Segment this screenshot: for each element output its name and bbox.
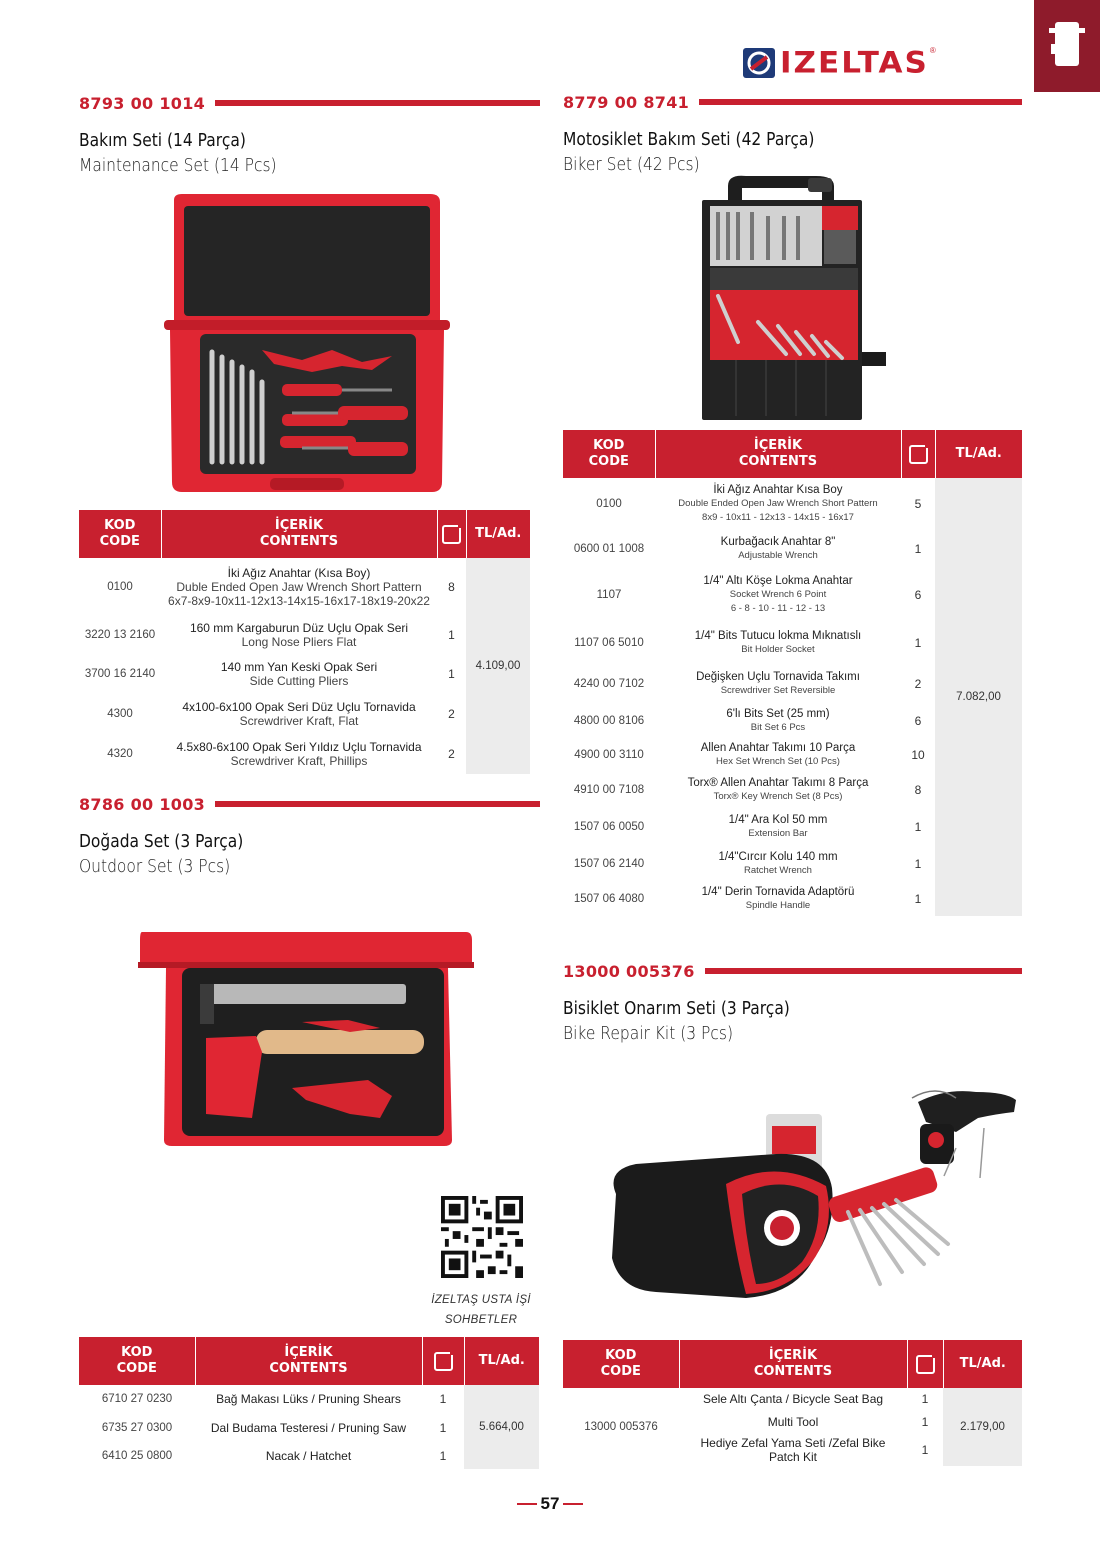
product-title-en: Maintenance Set (14 Pcs) <box>79 155 277 176</box>
table-cell <box>655 772 901 808</box>
col-contents <box>679 1340 907 1388</box>
table-cell: 2 <box>448 747 455 761</box>
table-cell: 6410 25 0800 <box>101 1450 173 1462</box>
text-label: 1/4" Bits Tutucu lokma Mıknatıslı <box>694 630 862 642</box>
text-label: CONTENTS <box>753 1364 833 1379</box>
table-cell: 0100 <box>596 498 622 510</box>
table-row <box>79 654 530 694</box>
text-label: Allen Anahtar Takımı 10 Parça <box>700 742 856 754</box>
table-cell: 3220 13 2160 <box>84 629 156 641</box>
text-label: ® <box>929 46 936 55</box>
table-cell <box>655 704 901 738</box>
outdoor-table <box>79 1337 539 1469</box>
col-code <box>79 510 161 558</box>
table-cell: 1 <box>448 628 455 642</box>
text-label: Bit Holder Socket <box>741 644 815 655</box>
pieces-icon <box>434 1352 453 1371</box>
divider <box>705 968 1022 974</box>
table-cell: 1507 06 0050 <box>573 821 645 833</box>
text-label: Socket Wrench 6 Point <box>729 589 827 600</box>
table-cell <box>655 738 901 772</box>
table-cell: 2 <box>448 707 455 721</box>
biker-set-image <box>696 172 888 420</box>
table-cell: 1 <box>914 857 922 871</box>
table-cell: 6710 27 0230 <box>101 1393 173 1405</box>
outdoor-section <box>79 793 540 877</box>
col-contents <box>161 510 437 558</box>
table-row <box>563 478 1022 530</box>
table-cell <box>195 1413 422 1443</box>
table-cell: 1 <box>914 820 922 834</box>
table-cell <box>161 694 437 734</box>
product-title-tr: Doğada Set (3 Parça) <box>79 831 244 852</box>
table-cell: 6 <box>914 588 922 602</box>
table-row <box>79 734 530 774</box>
product-code: 13000 005376 <box>563 961 695 981</box>
table-cell: 6735 27 0300 <box>101 1422 173 1434</box>
text-label: CODE <box>116 1361 157 1376</box>
product-title-en: Biker Set (42 Pcs) <box>563 154 700 175</box>
pieces-icon <box>916 1355 935 1374</box>
table-row <box>79 616 530 654</box>
text-label: Screwdriver Kraft, Phillips <box>230 754 368 768</box>
logo-text: IZELTAS <box>780 45 929 81</box>
table-cell <box>655 622 901 664</box>
text-label: İÇERİK <box>274 518 324 533</box>
text-label: İZELTAŞ USTA İŞİ <box>431 1294 531 1306</box>
table-cell: 1 <box>921 1443 929 1457</box>
price-value: 5.664,00 <box>464 1385 539 1469</box>
text-label: Screwdriver Set Reversible <box>720 685 836 696</box>
table-cell: 4800 00 8106 <box>573 715 645 727</box>
table-cell: 1 <box>439 1421 447 1435</box>
table-cell: 1107 06 5010 <box>574 637 644 649</box>
table-cell: 1 <box>914 636 922 650</box>
text-label: 6 - 8 - 10 - 11 - 12 - 13 <box>730 603 826 614</box>
text-label: 1/4" Altı Köşe Lokma Anahtar <box>703 575 853 587</box>
table-cell: 1 <box>921 1415 929 1429</box>
col-code <box>563 430 655 478</box>
table-cell: 4910 00 7108 <box>573 784 645 796</box>
text-label: SOHBETLER <box>444 1314 518 1326</box>
text-label: 4x100-6x100 Opak Seri Düz Uçlu Tornavida <box>182 700 416 714</box>
table-cell <box>679 1434 907 1466</box>
text-label: Hediye Zefal Yama Seti /Zefal Bike Patch Kit <box>700 1436 886 1464</box>
text-label: Side Cutting Pliers <box>249 674 349 688</box>
text-label: Multi Tool <box>767 1415 819 1429</box>
table-cell: 8 <box>448 580 455 594</box>
table-cell: 1 <box>439 1449 447 1463</box>
col-contents <box>655 430 901 478</box>
table-row <box>563 1388 1022 1410</box>
text-label: 57 <box>540 1494 560 1513</box>
table-cell <box>655 664 901 704</box>
text-label: 1/4" Derin Tornavida Adaptörü <box>701 886 855 898</box>
table-cell: 1107 <box>596 589 622 601</box>
text-label: 8x9 - 10x11 - 12x13 - 14x15 - 16x17 <box>702 512 854 523</box>
col-price: TL/Ad. <box>935 430 1022 478</box>
table-cell <box>195 1443 422 1469</box>
col-price: TL/Ad. <box>943 1340 1022 1388</box>
pieces-icon <box>442 525 461 544</box>
price-value: 2.179,00 <box>943 1388 1022 1466</box>
text-label: Long Nose Pliers Flat <box>241 635 357 649</box>
table-cell <box>195 1385 422 1413</box>
divider <box>699 99 1022 105</box>
table-cell: 8 <box>914 783 922 797</box>
qr-code-icon <box>441 1196 523 1278</box>
price-value: 4.109,00 <box>466 558 530 774</box>
table-cell <box>655 808 901 846</box>
table-cell: 5 <box>914 497 922 511</box>
text-label: CONTENTS <box>269 1361 348 1376</box>
col-pieces <box>907 1340 943 1388</box>
table-row <box>79 694 530 734</box>
col-contents <box>195 1337 422 1385</box>
col-code <box>563 1340 679 1388</box>
col-price: TL/Ad. <box>466 510 530 558</box>
maintenance-section <box>79 92 540 176</box>
table-cell <box>161 734 437 774</box>
product-code: 8779 00 8741 <box>563 92 690 112</box>
product-title-tr: Bakım Seti (14 Parça) <box>79 130 246 151</box>
table-cell: 6 <box>914 714 922 728</box>
col-price: TL/Ad. <box>464 1337 539 1385</box>
text-label: İÇERİK <box>284 1345 333 1360</box>
text-label: CODE <box>600 1364 641 1379</box>
text-label: CODE <box>588 454 629 469</box>
table-cell: 0600 01 1008 <box>573 543 645 555</box>
text-label: KOD <box>121 1345 153 1360</box>
text-label: 1/4" Ara Kol 50 mm <box>728 814 828 826</box>
table-cell <box>679 1410 907 1434</box>
maintenance-table <box>79 510 530 774</box>
text-label: Torx® Allen Anahtar Takımı 8 Parça <box>687 777 869 789</box>
text-label: KOD <box>593 438 625 453</box>
table-cell: 1 <box>914 892 922 906</box>
text-label: İÇERİK <box>753 438 803 453</box>
text-label: 6x7-8x9-10x11-12x13-14x15-16x17-18x19-20x22 <box>168 594 430 608</box>
text-label: CONTENTS <box>738 454 818 469</box>
table-cell: 0100 <box>107 581 133 593</box>
text-label: İki Ağız Anahtar Kısa Boy <box>713 484 843 496</box>
text-label: Nacak / Hatchet <box>265 1449 352 1463</box>
text-label: Hex Set Wrench Set (10 Pcs) <box>716 756 840 767</box>
text-label: 6'lı Bits Set (25 mm) <box>726 708 830 720</box>
table-row <box>79 558 530 616</box>
table-cell <box>161 654 437 694</box>
biker-table <box>563 430 1022 916</box>
table-cell: 1 <box>921 1392 929 1406</box>
price-value: 7.082,00 <box>935 478 1022 916</box>
text-label: Dal Budama Testeresi / Pruning Saw <box>210 1421 407 1435</box>
table-cell: 2 <box>914 677 922 691</box>
brand-logo <box>742 46 1012 80</box>
table-cell <box>161 558 437 616</box>
table-cell <box>655 568 901 622</box>
text-label: Double Ended Open Jaw Wrench Short Pattern <box>678 498 878 509</box>
bike-section <box>563 960 1022 1044</box>
table-cell: 10 <box>911 748 925 762</box>
text-label: 140 mm Yan Keski Opak Seri <box>220 660 378 674</box>
text-label: Torx® Key Wrench Set (8 Pcs) <box>713 791 843 802</box>
table-cell: 4320 <box>107 748 133 760</box>
product-title-tr: Bisiklet Onarım Seti (3 Parça) <box>563 998 790 1019</box>
maintenance-set-image <box>162 192 452 502</box>
biker-section <box>563 91 1022 175</box>
product-code: 8786 00 1003 <box>79 794 206 814</box>
table-cell: 1507 06 2140 <box>573 858 645 870</box>
logo-emblem-icon <box>742 47 776 79</box>
text-label: Kurbağacık Anahtar 8" <box>720 536 836 548</box>
text-label: CONTENTS <box>259 534 339 549</box>
section-tab <box>1034 0 1100 92</box>
col-pieces <box>437 510 466 558</box>
table-cell: 4900 00 3110 <box>574 749 644 761</box>
table-cell <box>679 1388 907 1410</box>
text-label: CODE <box>99 534 140 549</box>
text-label: KOD <box>605 1348 637 1363</box>
text-label: Ratchet Wrench <box>744 865 812 876</box>
text-label: Sele Altı Çanta / Bicycle Seat Bag <box>702 1392 884 1406</box>
toolbox-icon <box>1047 18 1087 70</box>
pieces-icon <box>909 445 928 464</box>
table-cell: 1 <box>914 542 922 556</box>
table-cell <box>655 530 901 568</box>
table-cell <box>655 882 901 916</box>
col-code <box>79 1337 195 1385</box>
text-label: 4.5x80-6x100 Opak Seri Yıldız Uçlu Tornavida <box>176 740 422 754</box>
qr-caption <box>418 1290 544 1330</box>
product-title-en: Outdoor Set (3 Pcs) <box>79 856 231 877</box>
text-label: Extension Bar <box>748 828 808 839</box>
bike-repair-kit-image <box>596 1058 1028 1322</box>
divider <box>215 100 540 106</box>
table-cell <box>655 478 901 530</box>
table-cell: 1 <box>448 667 455 681</box>
text-label: Bit Set 6 Pcs <box>750 722 806 733</box>
product-code: 8793 00 1014 <box>79 93 206 113</box>
table-cell <box>655 846 901 882</box>
text-label: Duble Ended Open Jaw Wrench Short Pattern <box>176 580 422 594</box>
text-label: Değişken Uçlu Tornavida Takımı <box>696 671 860 683</box>
col-pieces <box>422 1337 464 1385</box>
table-cell: 4240 00 7102 <box>573 678 645 690</box>
bike-table <box>563 1340 1022 1466</box>
table-cell: 4300 <box>107 708 133 720</box>
col-pieces <box>901 430 935 478</box>
text-label: Screwdriver Kraft, Flat <box>239 714 359 728</box>
text-label: 1/4"Cırcır Kolu 140 mm <box>718 851 838 863</box>
text-label: İki Ağız Anahtar (Kısa Boy) <box>227 566 371 580</box>
text-label: KOD <box>104 518 136 533</box>
text-label: Adjustable Wrench <box>738 550 818 561</box>
table-cell: 13000 005376 <box>584 1421 658 1433</box>
table-cell: 3700 16 2140 <box>84 668 156 680</box>
table-cell: 1 <box>439 1392 447 1406</box>
divider <box>215 801 540 807</box>
text-label: Bağ Makası Lüks / Pruning Shears <box>216 1392 401 1406</box>
table-cell <box>161 616 437 654</box>
product-title-en: Bike Repair Kit (3 Pcs) <box>563 1023 733 1044</box>
product-title-tr: Motosiklet Bakım Seti (42 Parça) <box>563 129 815 150</box>
outdoor-set-image <box>136 928 476 1150</box>
text-label: 160 mm Kargaburun Düz Uçlu Opak Seri <box>189 621 409 635</box>
text-label: Spindle Handle <box>745 900 811 911</box>
page-number <box>500 1492 600 1516</box>
table-cell: 1507 06 4080 <box>573 893 645 905</box>
text-label: İÇERİK <box>768 1348 818 1363</box>
table-row <box>79 1385 539 1413</box>
